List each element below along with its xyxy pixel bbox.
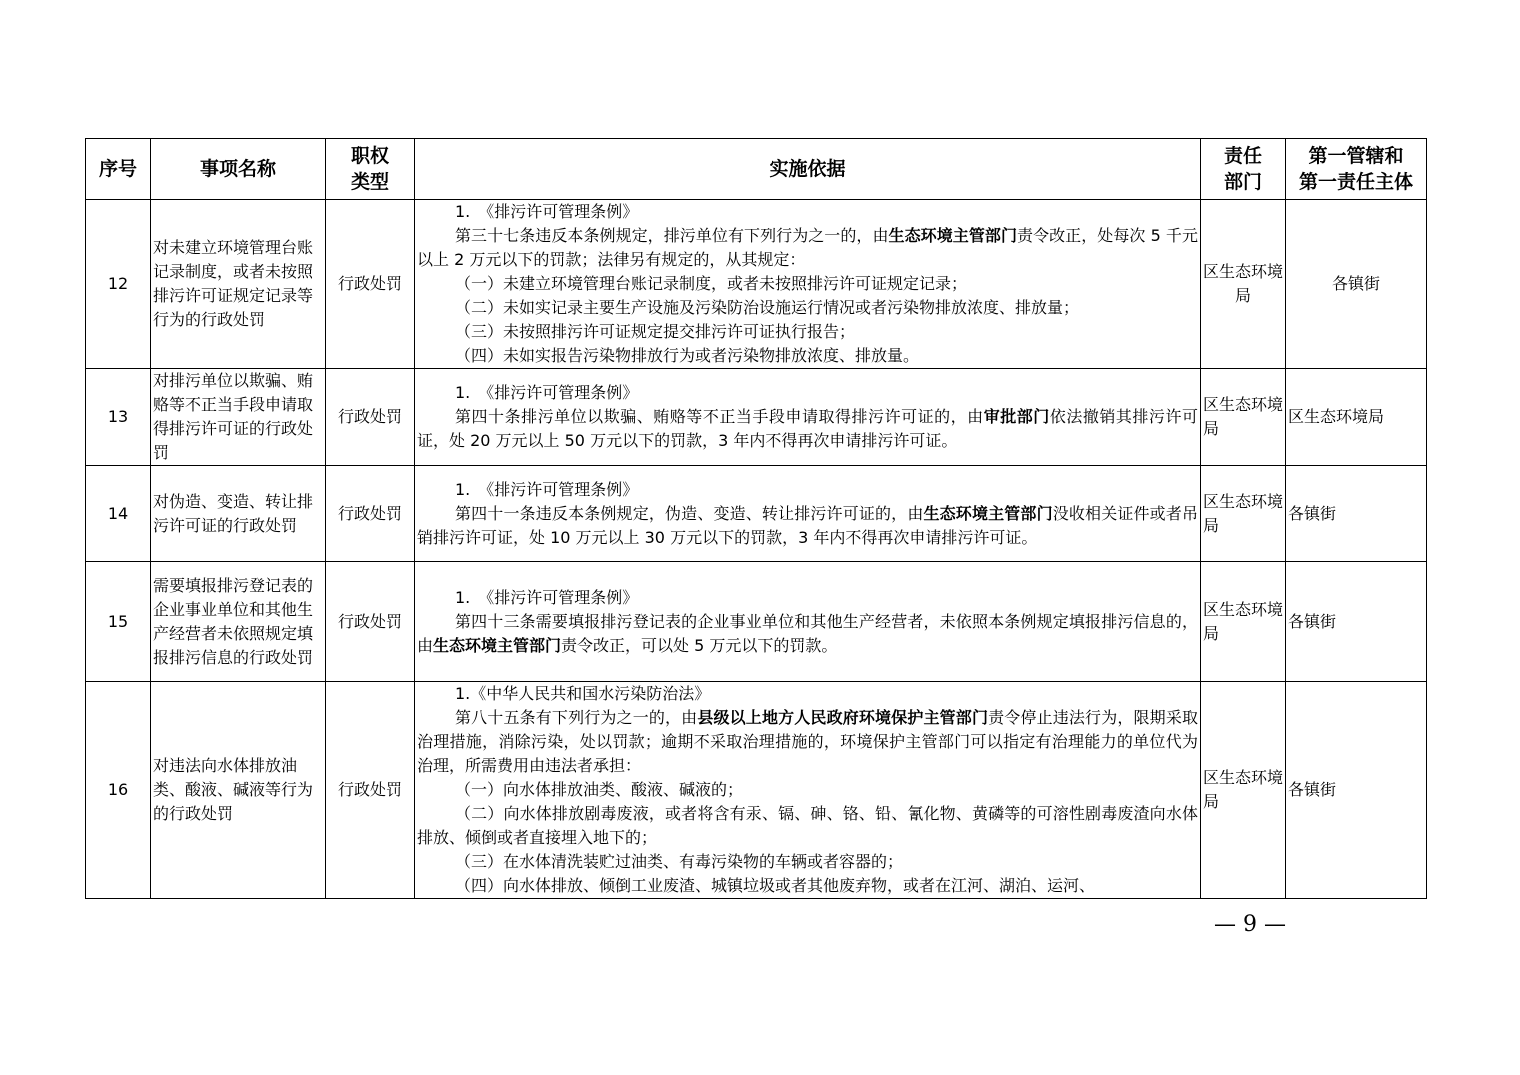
table-row xyxy=(86,562,1427,682)
header-jurisdiction-line1: 第一管辖和 xyxy=(1308,145,1404,167)
basis-item: （四）未如实报告污染物排放行为或者污染物排放浓度、排放量。 xyxy=(455,346,920,365)
article-text-pre: 第三十七条违反本条例规定，排污单位有下列行为之一的，由 xyxy=(455,226,889,245)
row-item-name: 对伪造、变造、转让排污许可证的行政处罚 xyxy=(151,466,326,562)
basis-article xyxy=(417,502,1198,550)
basis-item: （二）未如实记录主要生产设施及污染防治设施运行情况或者污染物排放浓度、排放量； xyxy=(455,298,1080,317)
basis-law-title: 1. 《排污许可管理条例》 xyxy=(455,383,639,402)
row-item-name: 对排污单位以欺骗、贿赂等不正当手段申请取得排污许可证的行政处罚 xyxy=(151,369,326,466)
row-basis xyxy=(415,562,1201,682)
row-jurisdiction: 各镇街 xyxy=(1286,466,1427,562)
page-number: — 9 — xyxy=(1214,912,1286,937)
header-index: 序号 xyxy=(86,139,151,200)
article-text-pre: 第八十五条有下列行为之一的，由 xyxy=(455,708,698,727)
basis-article xyxy=(417,405,1198,453)
article-text-bold: 县级以上地方人民政府环境保护主管部门 xyxy=(697,708,989,727)
article-text-post: 责令停止违法行为，限期采取治理措施，消除污染，处以罚款；逾期不采取治理措施的，环境保护主管部门可以指定有治理能力的单位代为治理，所需费用由违法者承担： xyxy=(417,708,1198,775)
basis-law-title: 1.《中华人民共和国水污染防治法》 xyxy=(455,684,711,703)
row-department: 区生态环境局 xyxy=(1201,466,1286,562)
article-text-bold: 生态环境主管部门 xyxy=(923,503,1053,523)
document-table xyxy=(85,138,1427,899)
row-department: 区生态环境局 xyxy=(1201,200,1286,369)
row-authority-type: 行政处罚 xyxy=(326,562,415,682)
row-department: 区生态环境局 xyxy=(1201,369,1286,466)
row-index: 15 xyxy=(86,562,151,682)
table-row xyxy=(86,466,1427,562)
table-row xyxy=(86,200,1427,369)
article-text-bold: 生态环境主管部门 xyxy=(888,226,1018,245)
row-jurisdiction: 各镇街 xyxy=(1286,562,1427,682)
row-index: 13 xyxy=(86,369,151,466)
row-basis xyxy=(415,369,1201,466)
table-header-row xyxy=(86,139,1427,200)
row-department: 区生态环境局 xyxy=(1201,562,1286,682)
article-text-post: 责令改正，可以处 5 万元以下的罚款。 xyxy=(561,635,838,655)
row-item-name: 对违法向水体排放油类、酸液、碱液等行为的行政处罚 xyxy=(151,682,326,899)
row-item-name: 需要填报排污登记表的企业事业单位和其他生产经营者未依照规定填报排污信息的行政处罚 xyxy=(151,562,326,682)
article-text-post: 没收相关证件或者吊销排污许可证，处 10 万元以上 30 万元以下的罚款，3 年内不得再次申请排污许可证。 xyxy=(417,503,1198,547)
basis-item: （二）向水体排放剧毒废液，或者将含有汞、镉、砷、铬、铅、氰化物、黄磷等的可溶性剧毒废渣向水体排放、倾倒或者直接埋入地下的； xyxy=(417,804,1198,847)
basis-article xyxy=(417,224,1198,272)
row-authority-type: 行政处罚 xyxy=(326,682,415,899)
row-department: 区生态环境局 xyxy=(1201,682,1286,899)
header-jurisdiction xyxy=(1286,139,1427,200)
basis-item: （四）向水体排放、倾倒工业废渣、城镇垃圾或者其他废弃物，或者在江河、湖泊、运河、 xyxy=(455,876,1096,895)
article-text-post: 责令改正，处每次 5 千元以上 2 万元以下的罚款；法律另有规定的，从其规定： xyxy=(417,226,1198,269)
header-authority-type-line1: 职权 xyxy=(350,145,389,167)
article-text-pre: 第四十一条违反本条例规定，伪造、变造、转让排污许可证的，由 xyxy=(455,503,924,523)
header-item-name: 事项名称 xyxy=(151,139,326,200)
row-authority-type: 行政处罚 xyxy=(326,369,415,466)
header-jurisdiction-line2: 第一责任主体 xyxy=(1298,171,1413,193)
header-department xyxy=(1201,139,1286,200)
table-row xyxy=(86,682,1427,899)
row-jurisdiction: 各镇街 xyxy=(1286,200,1427,369)
table-row xyxy=(86,369,1427,466)
article-text-bold: 审批部门 xyxy=(983,407,1050,426)
basis-law-title: 1. 《排污许可管理条例》 xyxy=(455,202,639,221)
basis-item: （三）未按照排污许可证规定提交排污许可证执行报告； xyxy=(455,322,856,341)
article-text-bold: 生态环境主管部门 xyxy=(433,635,562,655)
article-text-post: 依法撤销其排污许可证，处 20 万元以上 50 万元以下的罚款，3 年内不得再次申请排污许可证。 xyxy=(417,407,1198,450)
basis-article xyxy=(417,610,1198,658)
row-basis xyxy=(415,466,1201,562)
basis-item: （一）向水体排放油类、酸液、碱液的； xyxy=(455,780,744,799)
header-authority-type-line2: 类型 xyxy=(350,171,389,193)
basis-item: （一）未建立环境管理台账记录制度，或者未按照排污许可证规定记录； xyxy=(455,274,968,293)
article-text-pre: 第四十条排污单位以欺骗、贿赂等不正当手段申请取得排污许可证的，由 xyxy=(455,407,984,426)
row-jurisdiction: 区生态环境局 xyxy=(1286,369,1427,466)
row-basis xyxy=(415,200,1201,369)
header-authority-type xyxy=(326,139,415,200)
header-department-line2: 部门 xyxy=(1223,171,1262,193)
article-text-pre: 第四十三条需要填报排污登记表的企业事业单位和其他生产经营者，未依照本条例规定填报排污信息的，由 xyxy=(417,611,1198,655)
row-jurisdiction: 各镇街 xyxy=(1286,682,1427,899)
header-basis: 实施依据 xyxy=(415,139,1201,200)
row-basis xyxy=(415,682,1201,899)
row-index: 12 xyxy=(86,200,151,369)
basis-law-title: 1. 《排污许可管理条例》 xyxy=(455,587,639,607)
row-index: 14 xyxy=(86,466,151,562)
row-item-name: 对未建立环境管理台账记录制度，或者未按照排污许可证规定记录等行为的行政处罚 xyxy=(151,200,326,369)
header-department-line1: 责任 xyxy=(1223,145,1262,167)
basis-item: （三）在水体清洗装贮过油类、有毒污染物的车辆或者容器的； xyxy=(455,852,904,871)
row-authority-type: 行政处罚 xyxy=(326,200,415,369)
row-index: 16 xyxy=(86,682,151,899)
basis-article xyxy=(417,706,1198,778)
row-authority-type: 行政处罚 xyxy=(326,466,415,562)
basis-law-title: 1. 《排污许可管理条例》 xyxy=(455,479,639,499)
